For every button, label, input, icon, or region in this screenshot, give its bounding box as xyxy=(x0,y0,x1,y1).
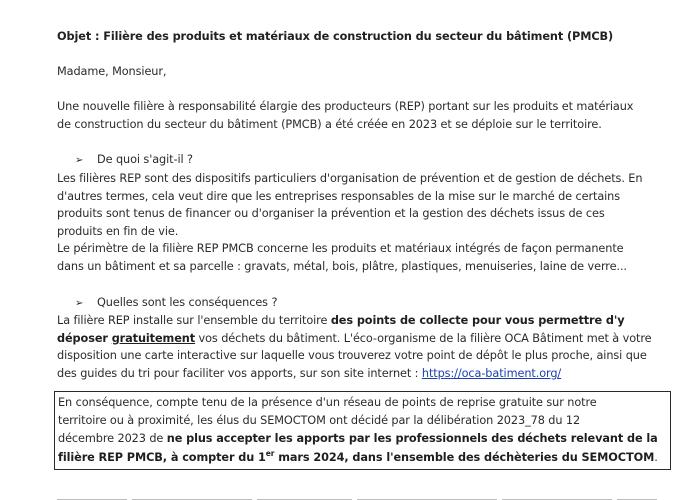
text-run: décembre 2023 de xyxy=(58,432,167,446)
arrow-bullet-icon: ➢ xyxy=(75,155,84,167)
notice-line xyxy=(58,430,667,448)
section2-heading-text: Quelles sont les conséquences ? xyxy=(97,295,278,309)
section1-line: d'autres termes, cela veut dire que les entreprises responsables de la mise sur le marché de certains xyxy=(57,189,621,203)
section2-line xyxy=(57,365,671,383)
text-run: des guides du tri pour faciliter vos apports, sur son site internet : xyxy=(57,366,422,380)
section2-line xyxy=(57,312,671,330)
notice-line xyxy=(58,449,667,467)
section1-heading xyxy=(57,151,671,170)
section1-body xyxy=(57,170,671,276)
arrow-bullet-icon: ➢ xyxy=(75,297,84,309)
superscript-run: er xyxy=(265,448,275,458)
salutation: Madame, Monsieur, xyxy=(57,64,167,78)
section1-line: produits en fin de vie. xyxy=(57,224,179,238)
letter-page xyxy=(57,28,671,470)
oca-website-link[interactable]: https://oca-batiment.org/ xyxy=(421,366,562,380)
section1-line: Le périmètre de la filière REP PMCB concerne les produits et matériaux intégrés de façon permanente xyxy=(57,242,624,256)
bold-run: filière REP PMCB, à compter du 1 xyxy=(58,450,266,464)
section2-line xyxy=(57,330,671,348)
bold-run: ne plus accepter les apports par les professionnels des déchets relevant de la xyxy=(166,432,658,446)
section2-heading xyxy=(57,294,671,313)
intro-line: Une nouvelle filière à responsabilité élargie des producteurs (REP) portant sur les produits et matériaux xyxy=(57,100,634,114)
bold-run: des points de collecte pour vous permettre d'y xyxy=(330,314,625,328)
section2-line: disposition une carte interactive sur laquelle vous trouverez votre point de dépôt le plus proche, ainsi que xyxy=(57,349,647,363)
section2-body xyxy=(57,312,671,382)
text-run: vos déchets du bâtiment. L'éco-organisme de la filière OCA Bâtiment met à votre xyxy=(195,331,652,345)
cut-off-next-line xyxy=(57,490,671,500)
underlined-bold-run: gratuitement xyxy=(111,331,196,345)
section1-line: produits sont tenus de financer ou d'organiser la prévention et la gestion des déchets issus de ces xyxy=(57,207,605,221)
bold-run: déposer xyxy=(57,331,112,345)
text-run: La filière REP installe sur l'ensemble du territoire xyxy=(57,314,331,328)
intro-line: de construction du secteur du bâtiment (PMCB) a été créée en 2023 et se déploie sur le territoire. xyxy=(57,117,602,131)
intro-paragraph xyxy=(57,98,671,133)
letter-subject: Objet : Filière des produits et matériaux de construction du secteur du bâtiment (PMCB) xyxy=(57,30,614,43)
section1-heading-text: De quoi s'agit-il ? xyxy=(97,153,193,167)
notice-box xyxy=(54,391,671,471)
section1-line: Les filières REP sont des dispositifs particuliers d'organisation de prévention et de gestion de déchets. En xyxy=(57,171,643,185)
section1-line: dans un bâtiment et sa parcelle : gravats, métal, bois, plâtre, plastiques, menuiseries, laine de verre... xyxy=(57,259,627,273)
bold-run: mars 2024, dans l'ensemble des déchèteries du SEMOCTOM xyxy=(274,450,655,464)
notice-line: En conséquence, compte tenu de la présence d'un réseau de points de reprise gratuite sur notre xyxy=(58,395,597,409)
notice-line: territoire ou à proximité, les élus du SEMOCTOM ont décidé par la délibération 2023_78 du 12 xyxy=(58,413,581,427)
text-run: . xyxy=(654,450,658,464)
